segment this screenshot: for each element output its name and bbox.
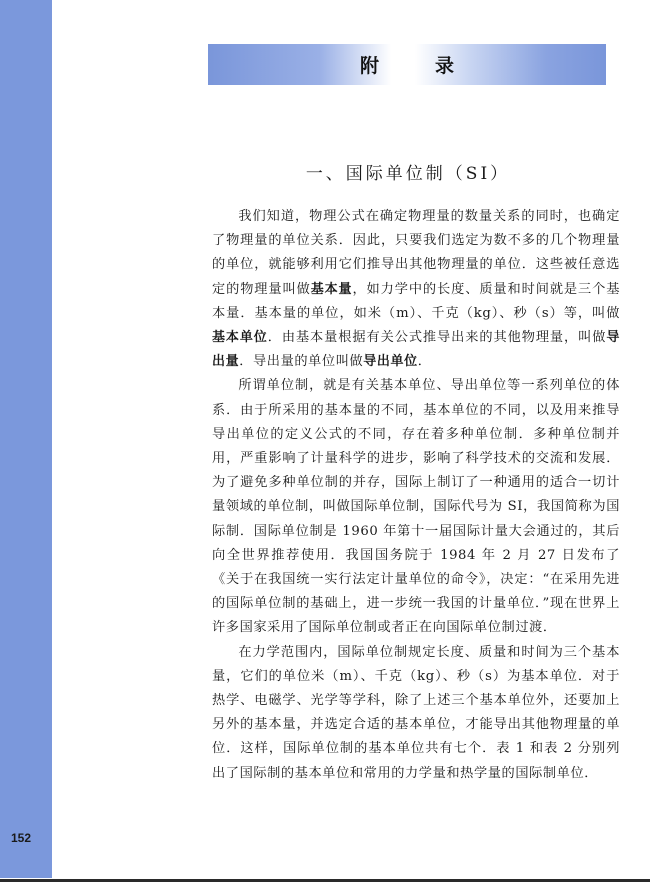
text-segment: ．由基本量根据有关公式推导出来的其他物理量，叫做 [267, 330, 607, 346]
term-derived-quantity: 导出量 [212, 330, 620, 370]
page-number: 152 [11, 831, 32, 845]
text-segment: 在力学范围内，国际单位制规定长度、质量和时间为三个基本量，它们的单位米（m）、千克（kg）、秒（s）为基本单位．对于热学、电磁学、光学等学科，除了上述三个基本单位外，还要加上另外的基本量，并选定合适的基本单位，才能导出其他物理量的单位．这样，国际单位制的基本单位共有七个．表 1 和表 2 分别列出了国际制的基本单位和常用的力学量和热学量的国际制单位． [212, 644, 620, 781]
side-color-strip [0, 0, 52, 878]
text-segment: 所谓单位制，就是有关基本单位、导出单位等一系列单位的体系．由于所采用的基本量的不同，基本单位的不同，以及用来推导导出单位的定义公式的不同，存在着多种单位制．多种单位制并用，严重影响了计量科学的进步，影响了科学技术的交流和发展．为了避免多种单位制的并存，国际上制订了一种通用的适合一切计量领域的单位制，叫做国际单位制，国际代号为 SI，我国简称为国际制．国际单位制是 1960 年第十一届国际计量大会通过的，其后向全世界推荐使用．我国国务院于 1984 年 2 月 27 日发布了《关于在我国统一实行法定计量单位的命令》，决定：“在采用先进的国际单位制的基础上，进一步统一我国的计量单位．”现在世界上许多国家采用了国际单位制或者正在向国际单位制过渡． [212, 378, 620, 636]
appendix-banner [208, 44, 606, 85]
text-segment: 我们知道，物理公式在确定物理量的数量关系的同时，也确定了物理量的单位关系．因此，只要我们选定为数不多的几个物理量的单位，就能够利用它们推导出其他物理量的单位．这些被任意选定的物理量叫做 [212, 209, 620, 297]
text-segment: ，如力学中的长度、质量和时间就是三个基本量．基本量的单位，如米（m）、千克（kg）、秒（s）等，叫做 [212, 281, 620, 321]
banner-title: 附录 [359, 55, 510, 77]
term-basic-quantity: 基本量 [310, 281, 353, 297]
paragraph-3 [212, 641, 620, 786]
body-text [212, 205, 620, 786]
paragraph-1 [212, 205, 620, 374]
paragraph-2 [212, 374, 620, 640]
term-basic-unit: 基本单位 [212, 330, 268, 346]
term-derived-unit: 导出单位 [363, 354, 418, 370]
section-title: 一、国际单位制（SI） [305, 164, 511, 184]
text-segment: ． [417, 354, 432, 370]
text-segment: ．导出量的单位叫做 [239, 354, 364, 370]
